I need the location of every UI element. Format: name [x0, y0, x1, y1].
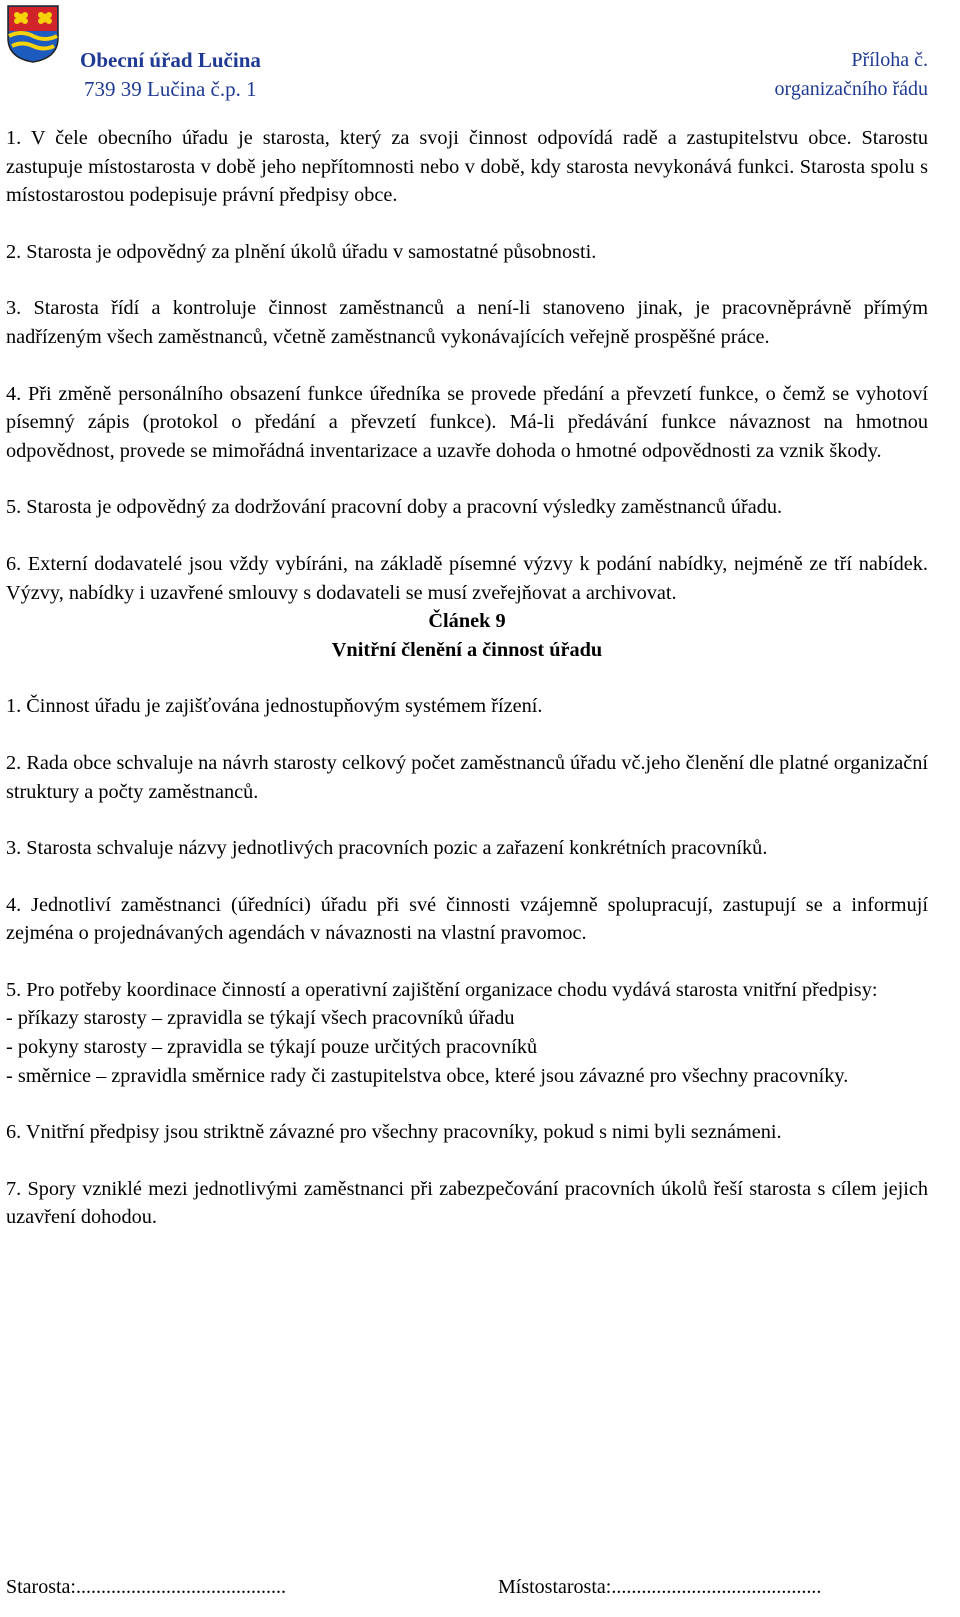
paragraph: 4. Při změně personálního obsazení funkce úředníka se provede předání a převzetí funkce, o čemž se vyhotoví písemný zápis (protokol o předání a převzetí funkce). Má-li předávání funkce návaznost na hmotnou odpovědnost, provede se mimořádná inventarizace a uzavře dohoda o hmotné odpovědnosti za vznik škody.	[6, 382, 928, 462]
paragraph-with-list	[6, 976, 928, 1090]
municipal-coat-of-arms-icon	[6, 4, 60, 64]
office-name: Obecní úřad Lučina	[80, 48, 261, 72]
article-title: Vnitřní členění a činnost úřadu	[331, 638, 603, 661]
office-header	[80, 46, 261, 104]
paragraph: 2. Rada obce schvaluje na návrh starosty celkový počet zaměstnanců úřadu vč.jeho členění dle platné organizační struktury a počty zaměstnanců.	[6, 751, 928, 803]
list-item: - pokyny starosty – zpravidla se týkají pouze určitých pracovníků	[6, 1036, 538, 1059]
paragraph: 5. Starosta je odpovědný za dodržování pracovní doby a pracovní výsledky zaměstnanců úřadu.	[6, 496, 783, 519]
article-number: Článek 9	[428, 610, 506, 633]
list-item: - příkazy starosty – zpravidla se týkají všech pracovníků úřadu	[6, 1007, 515, 1030]
office-address: 739 39 Lučina č.p. 1	[84, 77, 257, 101]
paragraph: 3. Starosta řídí a kontroluje činnost zaměstnanců a není-li stanoveno jinak, je pracovněprávně přímým nadřízeným všech zaměstnanců, včetně zaměstnanců vykonávajících veřejně prospěšné práce.	[6, 297, 928, 348]
attachment-label: Příloha č.	[851, 49, 928, 71]
list-item: - směrnice – zpravidla směrnice rady či zastupitelstva obce, které jsou závazné pro všechny pracovníky.	[6, 1064, 849, 1087]
paragraph: 7. Spory vzniklé mezi jednotlivými zaměstnanci při zabezpečování pracovních úkolů řeší starosta s cílem jejich uzavření dohodou.	[6, 1177, 928, 1229]
paragraph: 1. Činnost úřadu je zajišťována jednostupňovým systémem řízení.	[6, 695, 543, 718]
attachment-doc: organizačního řádu	[774, 78, 928, 100]
paragraph: 6. Vnitřní předpisy jsou striktně závazné pro všechny pracovníky, pokud s nimi byli seznámeni.	[6, 1121, 782, 1144]
deputy-signature-line: Místostarosta:..........................................	[498, 1576, 822, 1598]
attachment-header	[775, 46, 928, 104]
mayor-signature-line: Starosta:..........................................	[6, 1576, 286, 1598]
list-intro: 5. Pro potřeby koordinace činností a operativní zajištění organizace chodu vydává starosta vnitřní předpisy:	[6, 978, 878, 1001]
paragraph: 2. Starosta je odpovědný za plnění úkolů úřadu v samostatné působnosti.	[6, 240, 597, 263]
paragraph: 4. Jednotliví zaměstnanci (úředníci) úřadu při své činnosti vzájemně spolupracují, zastupují se a informují zejména o projednávaných agendách v návaznosti na vlastní pravomoc.	[6, 893, 928, 945]
paragraph: 3. Starosta schvaluje názvy jednotlivých pracovních pozic a zařazení konkrétních pracovníků.	[6, 837, 768, 860]
document-body	[6, 124, 928, 1260]
paragraph: 6. Externí dodavatelé jsou vždy vybíráni, na základě písemné výzvy k podání nabídky, nejméně ze tří nabídek. Výzvy, nabídky i uzavřené smlouvy s dodavateli se musí zveřejňovat a archivovat.	[6, 552, 928, 604]
paragraph: 1. V čele obecního úřadu je starosta, který za svoji činnost odpovídá radě a zastupitelstvu obce. Starostu zastupuje místostarosta v době jeho nepřítomnosti nebo v době, kdy starosta nevykonává funkci. Starosta spolu s místostarostou podepisuje právní předpisy obce.	[6, 127, 928, 207]
